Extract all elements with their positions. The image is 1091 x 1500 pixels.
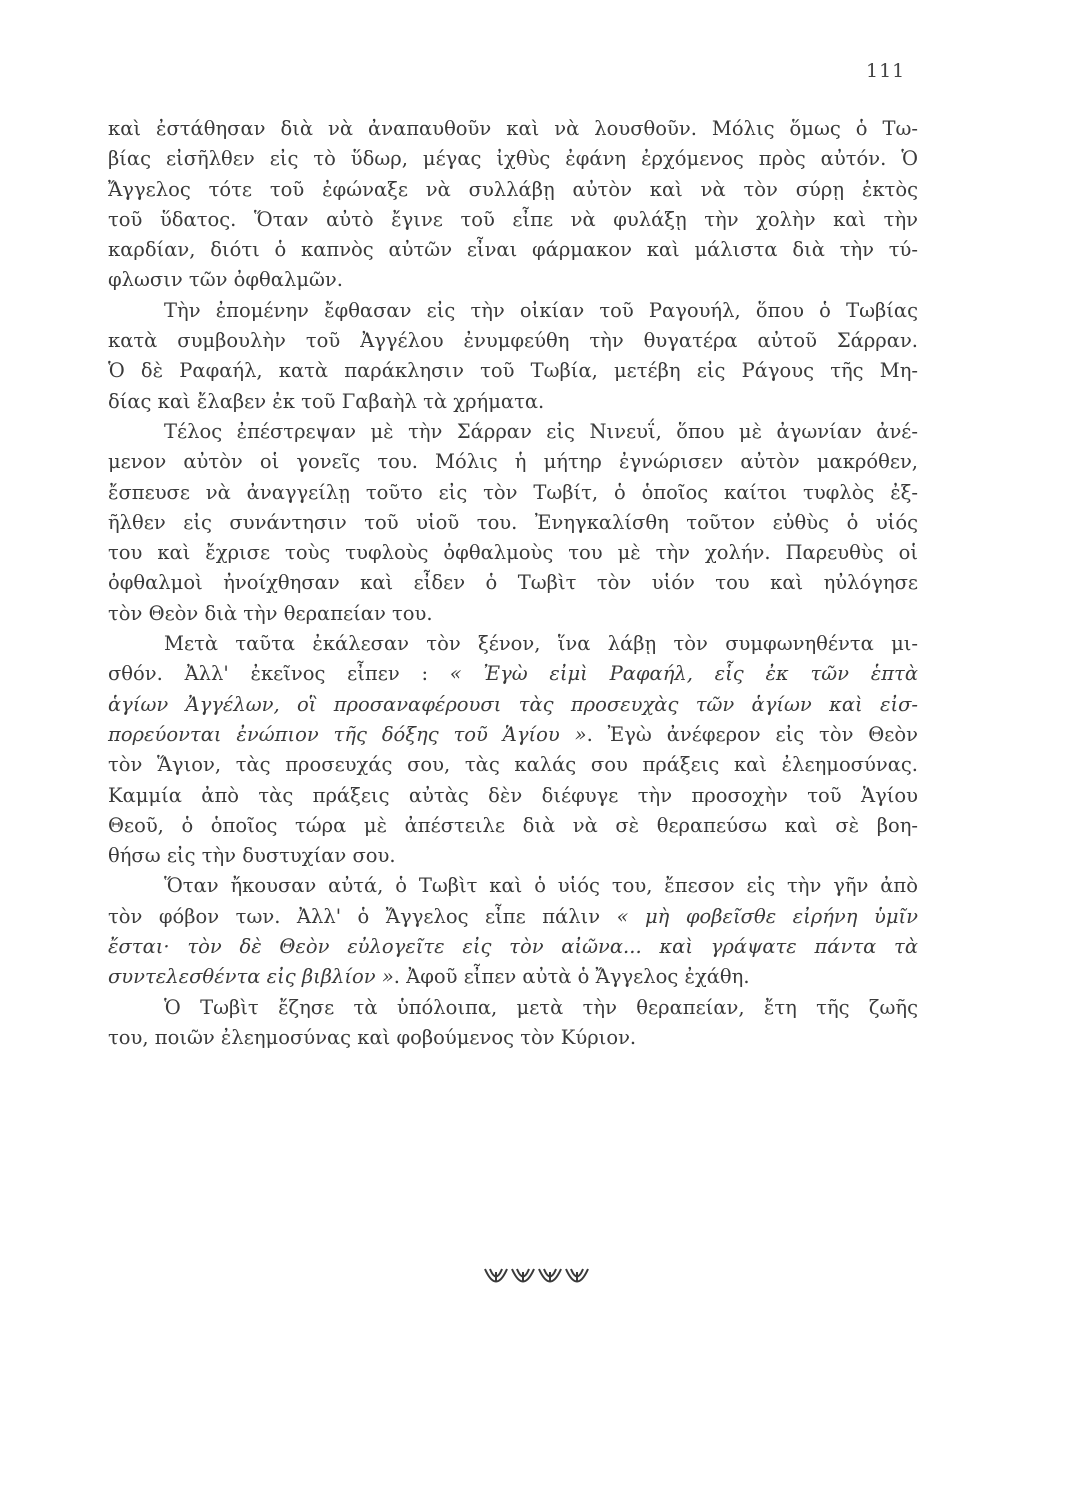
text-line xyxy=(108,265,918,295)
line-text: κατὰ συμβουλὴν τοῦ Ἀγγέλου ἐνυμφεύθη τὴν θυγατέρα αὐτοῦ Σάρραν. xyxy=(108,329,918,353)
line-text: μενον αὐτὸν οἱ γονεῖς του. Μόλις ἡ μήτηρ ἐγνώρισεν αὐτὸν μακρόθεν, xyxy=(108,450,918,474)
line-text: τοῦ ὕδατος. Ὅταν αὐτὸ ἔγινε τοῦ εἶπε νὰ φυλάξῃ τὴν χολὴν καὶ τὴν xyxy=(108,207,918,231)
line-text: . Ἐγὼ ἀνέφερον εἰς τὸν Θεὸν xyxy=(586,722,918,746)
text-line xyxy=(108,356,918,386)
text-line xyxy=(108,932,918,962)
quote-text: « μὴ φοβεῖσθε εἰρήνη ὑμῖν xyxy=(616,904,918,928)
ornament-motif-3 xyxy=(539,1269,561,1282)
text-line xyxy=(108,144,918,174)
text-line xyxy=(108,508,918,538)
line-text: ὀφθαλμοὶ ἠνοίχθησαν καὶ εἶδεν ὁ Τωβὶτ τὸν υἱόν του καὶ ηὐλόγησε xyxy=(108,571,918,595)
text-line xyxy=(108,538,918,568)
text-line xyxy=(108,993,918,1023)
ornament-motif-4 xyxy=(566,1269,588,1282)
text-line xyxy=(108,599,918,629)
line-text: ῆλθεν εἰς συνάντησιν τοῦ υἱοῦ του. Ἐνηγκαλίσθη τοῦτον εὐθὺς ὁ υἱός xyxy=(108,510,918,534)
text-line xyxy=(108,871,918,901)
decorative-ornament xyxy=(482,1264,592,1292)
text-line xyxy=(108,720,918,750)
line-text: Ὁ δὲ Ραφαήλ, κατὰ παράκλησιν τοῦ Τωβία, μετέβη εἰς Ράγους τῆς Μη- xyxy=(108,359,918,383)
page-number: 111 xyxy=(866,60,906,82)
text-line xyxy=(108,175,918,205)
text-line xyxy=(108,478,918,508)
line-text: Ὁ Τωβὶτ ἔζησε τὰ ὑπόλοιπα, μετὰ τὴν θεραπείαν, ἔτη τῆς ζωῆς xyxy=(164,995,918,1019)
text-line xyxy=(108,902,918,932)
text-line xyxy=(108,205,918,235)
line-text: καρδίαν, διότι ὁ καπνὸς αὐτῶν εἶναι φάρμακον καὶ μάλιστα διὰ τὴν τύ- xyxy=(108,238,918,262)
line-text: Καμμία ἀπὸ τὰς πράξεις αὐτὰς δὲν διέφυγε τὴν προσοχὴν τοῦ Ἁγίου xyxy=(108,783,918,807)
text-line xyxy=(108,114,918,144)
line-text: Ὅταν ἤκουσαν αὐτά, ὁ Τωβὶτ καὶ ὁ υἱός του, ἔπεσον εἰς τὴν γῆν ἀπὸ xyxy=(164,874,918,898)
line-text: Ἄγγελος τότε τοῦ ἐφώναξε νὰ συλλάβῃ αὐτὸν καὶ νὰ τὸν σύρῃ ἐκτὸς xyxy=(108,177,918,201)
line-text: καὶ ἐστάθησαν διὰ νὰ ἀναπαυθοῦν καὶ νὰ λουσθοῦν. Μόλις ὅμως ὁ Τω- xyxy=(108,117,918,140)
quote-text: συντελεσθέντα εἰς βιβλίον » xyxy=(108,965,394,989)
ornament-motif-2 xyxy=(512,1269,534,1282)
text-line xyxy=(108,296,918,326)
text-line xyxy=(108,568,918,598)
body-text xyxy=(108,114,918,1053)
text-line xyxy=(108,962,918,992)
line-text: Τέλος ἐπέστρεψαν μὲ τὴν Σάρραν εἰς Νινευΐ, ὅπου μὲ ἀγωνίαν ἀνέ- xyxy=(164,419,918,443)
text-line xyxy=(108,690,918,720)
text-line xyxy=(108,326,918,356)
line-text: Μετὰ ταῦτα ἐκάλεσαν τὸν ξένον, ἵνα λάβῃ τὸν συμφωνηθέντα μι- xyxy=(164,632,918,656)
line-text: . Ἀφοῦ εἶπεν αὐτὰ ὁ Ἄγγελος ἐχάθη. xyxy=(393,965,750,989)
line-text: ἔσπευσε νὰ ἀναγγείλῃ τοῦτο εἰς τὸν Τωβίτ, ὁ ὁποῖος καίτοι τυφλὸς ἐξ- xyxy=(108,480,918,504)
line-text: θήσω εἰς τὴν δυστυχίαν σου. xyxy=(108,844,396,868)
line-text: του, ποιῶν ἐλεημοσύνας καὶ φοβούμενος τὸν Κύριον. xyxy=(108,1025,637,1049)
line-text: σθόν. Ἀλλ' ἐκεῖνος εἶπεν : xyxy=(108,662,429,686)
line-text: τὸν Θεὸν διὰ τὴν θεραπείαν του. xyxy=(108,601,433,625)
text-line xyxy=(108,1023,918,1053)
line-text: Τὴν ἐπομένην ἔφθασαν εἰς τὴν οἰκίαν τοῦ Ραγουήλ, ὅπου ὁ Τωβίας xyxy=(164,298,918,322)
text-line xyxy=(108,781,918,811)
quote-text: πορεύονται ἐνώπιον τῆς δόξης τοῦ Ἁγίου » xyxy=(108,722,587,746)
quote-text: ἔσται· τὸν δὲ Θεὸν εὐλογεῖτε εἰς τὸν αἰῶνα... καὶ γράψατε πάντα τὰ xyxy=(108,935,918,959)
ornament-motif-1 xyxy=(485,1269,507,1282)
quote-text: ἁγίων Ἀγγέλων, οἳ προσαναφέρουσι τὰς προσευχὰς τῶν ἁγίων καὶ εἰσ- xyxy=(108,692,918,716)
line-text: του καὶ ἔχρισε τοὺς τυφλοὺς ὀφθαλμοὺς του μὲ τὴν χολήν. Παρευθὺς οἱ xyxy=(108,541,918,565)
line-text: Θεοῦ, ὁ ὁποῖος τώρα μὲ ἀπέστειλε διὰ νὰ σὲ θεραπεύσω καὶ σὲ βοη- xyxy=(108,813,918,837)
text-line xyxy=(108,235,918,265)
text-line xyxy=(108,841,918,871)
text-line xyxy=(108,750,918,780)
quote-text: « Ἐγὼ εἰμὶ Ραφαήλ, εἷς ἐκ τῶν ἑπτὰ xyxy=(449,662,918,686)
text-line xyxy=(108,447,918,477)
text-line xyxy=(108,387,918,417)
text-line xyxy=(108,659,918,689)
line-text: βίας εἰσῆλθεν εἰς τὸ ὕδωρ, μέγας ἰχθὺς ἐφάνη ἐρχόμενος πρὸς αὐτόν. Ὁ xyxy=(108,147,918,171)
line-text: φλωσιν τῶν ὀφθαλμῶν. xyxy=(108,268,343,292)
line-text: δίας καὶ ἔλαβεν ἐκ τοῦ Γαβαὴλ τὰ χρήματα. xyxy=(108,389,545,413)
line-text: τὸν φόβον των. Ἀλλ' ὁ Ἄγγελος εἶπε πάλιν xyxy=(108,904,601,928)
text-line xyxy=(108,811,918,841)
line-text: τὸν Ἅγιον, τὰς προσευχάς σου, τὰς καλάς σου πράξεις καὶ ἐλεημοσύνας. xyxy=(108,753,918,777)
text-line xyxy=(108,417,918,447)
text-line xyxy=(108,629,918,659)
